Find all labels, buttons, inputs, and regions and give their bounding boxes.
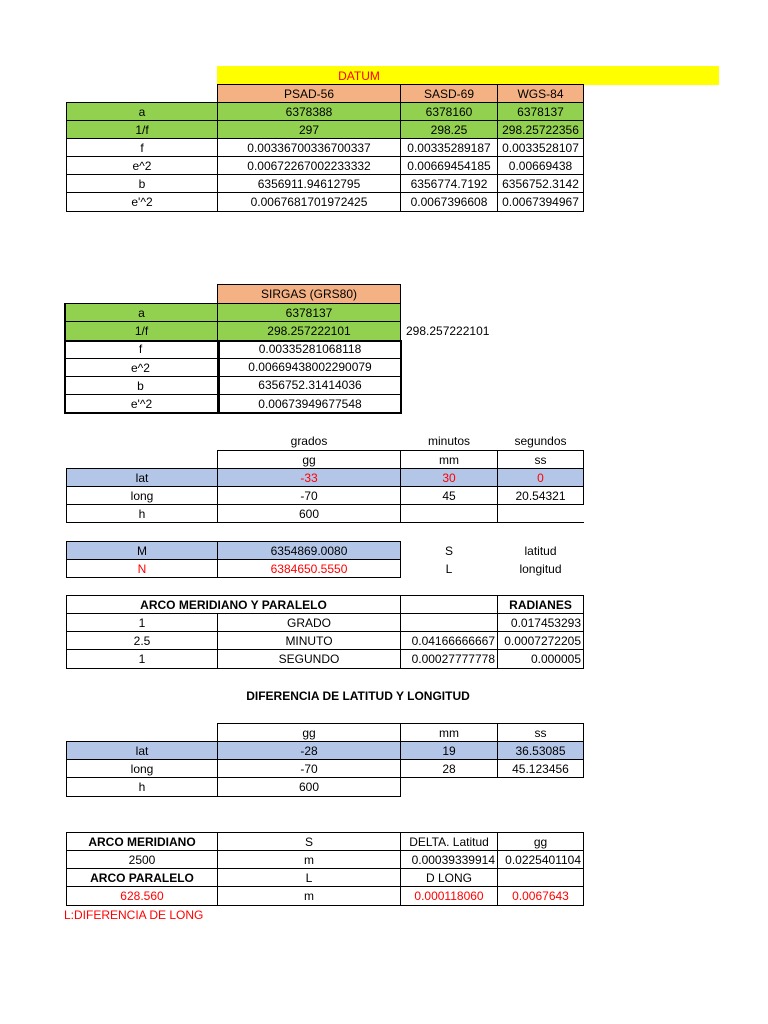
dif-cell: 45.123456 [497,759,584,778]
datum-cell: 0.00336700336700337 [217,138,401,157]
datum-title: DATUM [338,68,380,83]
dif-row-label: long [66,759,218,778]
datum-cell: 298.25722356 [497,120,584,139]
arco-cell: 0.04166666667 [400,631,498,650]
arco-blank [400,595,498,614]
mn-desc: longitud [519,561,562,576]
arco-cell: 0.0007272205 [497,631,584,650]
datum-title-bar [217,66,719,85]
datum-cell: 6378388 [217,102,401,121]
dif-cell: 600 [217,777,401,797]
sirgas-side-value: 298.257222101 [406,324,490,338]
sirgas-cell: 0.00335281068118 [218,340,400,359]
datum-row-label: a [66,102,218,121]
final-cell: ARCO PARALELO [66,868,218,887]
datum-row-label: b [66,174,218,193]
final-cell: 628.560 [66,886,218,906]
coords-cell: -33 [217,468,401,487]
arco-title: ARCO MERIDIANO Y PARALELO [66,595,401,614]
sirgas-row-label: e'^2 [66,395,218,412]
sirgas-row-label: a [64,303,218,322]
final-cell: DELTA. Latitud [400,832,498,851]
datum-cell: 6378137 [497,102,584,121]
arco-cell: 0.000005 [497,649,584,669]
arco-cell: GRADO [217,613,401,632]
coords-row-label: lat [66,468,218,487]
datum-header-psad: PSAD-56 [217,84,401,103]
sirgas-row-label: b [64,376,218,395]
mn-value-m: 6354869.0080 [217,541,401,560]
final-cell: 0.0225401104 [497,850,584,869]
sirgas-cell: 6356752.31414036 [218,376,400,395]
dif-header: mm [400,723,498,742]
coords-cell [497,504,584,523]
arco-cell [400,613,498,632]
coords-header: mm [400,450,498,469]
dif-cell: 28 [400,759,498,778]
final-cell: ARCO MERIDIANO [66,832,218,851]
dif-row-label: lat [66,741,218,760]
mn-desc: latitud [524,543,557,558]
coords-header: ss [497,450,584,469]
dif-header: gg [217,723,401,742]
datum-cell: 0.0033528107 [497,138,584,157]
datum-cell: 0.00669454185 [400,156,498,175]
arco-cell: 1 [66,649,218,669]
datum-row-label: e'^2 [66,192,218,212]
arco-cell: SEGUNDO [217,649,401,669]
datum-cell: 0.0067394967 [497,192,584,212]
coords-top-header: segundos [514,434,567,448]
final-cell: m [217,886,401,906]
datum-cell: 0.0067396608 [400,192,498,212]
arco-cell: 1 [66,613,218,632]
sirgas-cell: 0.00669438002290079 [218,358,400,377]
datum-row-label: f [66,138,218,157]
coords-row-label: long [66,486,218,505]
datum-cell: 298.25 [400,120,498,139]
coords-row-label: h [66,504,218,523]
dif-cell: -28 [217,741,401,760]
sirgas-cell: 298.257222101 [217,321,401,341]
coords-cell: 45 [400,486,498,505]
mn-symbol: L [445,561,453,576]
arco-cell: MINUTO [217,631,401,650]
datum-cell: 297 [217,120,401,139]
datum-cell: 0.00335289187 [400,138,498,157]
mn-label-n: N [66,559,218,578]
datum-cell: 6378160 [400,102,498,121]
datum-cell: 0.0067681701972425 [217,192,401,212]
datum-header-sasd: SASD-69 [400,84,498,103]
dif-cell: 36.53085 [497,741,584,760]
final-cell: 0.00039339914 [400,850,498,869]
coords-cell: 600 [217,504,401,523]
final-cell: m [217,850,401,869]
coords-top-header: minutos [427,434,471,448]
sirgas-cell: 6378137 [217,303,401,322]
final-cell: 0.0067643 [497,886,584,906]
final-cell: 0.000118060 [400,886,498,906]
dif-header: ss [497,723,584,742]
mn-value-n: 6384650.5550 [217,559,401,578]
dif-cell: 19 [400,741,498,760]
sirgas-header: SIRGAS (GRS80) [217,284,401,304]
datum-cell: 6356774.7192 [400,174,498,193]
datum-cell: 6356911.94612795 [217,174,401,193]
sirgas-row-label: 1/f [64,321,218,341]
final-note: L:DIFERENCIA DE LONG [64,908,204,922]
dif-row-label: h [66,777,218,797]
datum-cell: 0.00669438 [497,156,584,175]
datum-row-label: e^2 [66,156,218,175]
sirgas-row-label: e^2 [64,358,218,377]
coords-top-header: grados [290,434,328,448]
final-cell [497,868,584,887]
final-cell: D LONG [400,868,498,887]
datum-cell: 6356752.3142 [497,174,584,193]
final-cell: gg [497,832,584,851]
final-cell: L [217,868,401,887]
final-cell: 2500 [66,850,218,869]
mn-symbol: S [444,543,453,558]
datum-header-wgs: WGS-84 [497,84,584,103]
diferencia-title: DIFERENCIA DE LATITUD Y LONGITUD [246,689,470,703]
arco-cell: 0.017453293 [497,613,584,632]
arco-cell: 0.00027777778 [400,649,498,669]
datum-row-label: 1/f [66,120,218,139]
sirgas-row-label: f [64,340,218,359]
arco-cell: 2.5 [66,631,218,650]
coords-header: gg [217,450,401,469]
coords-cell: 20.54321 [497,486,584,505]
sirgas-cell: 0.00673949677548 [218,395,400,412]
coords-cell: 30 [400,468,498,487]
mn-label-m: M [66,541,218,560]
coords-cell: -70 [217,486,401,505]
datum-cell: 0.00672267002233332 [217,156,401,175]
coords-cell: 0 [497,468,584,487]
dif-cell: -70 [217,759,401,778]
coords-cell [400,504,498,523]
arco-radianes-header: RADIANES [497,595,584,614]
final-cell: S [217,832,401,851]
